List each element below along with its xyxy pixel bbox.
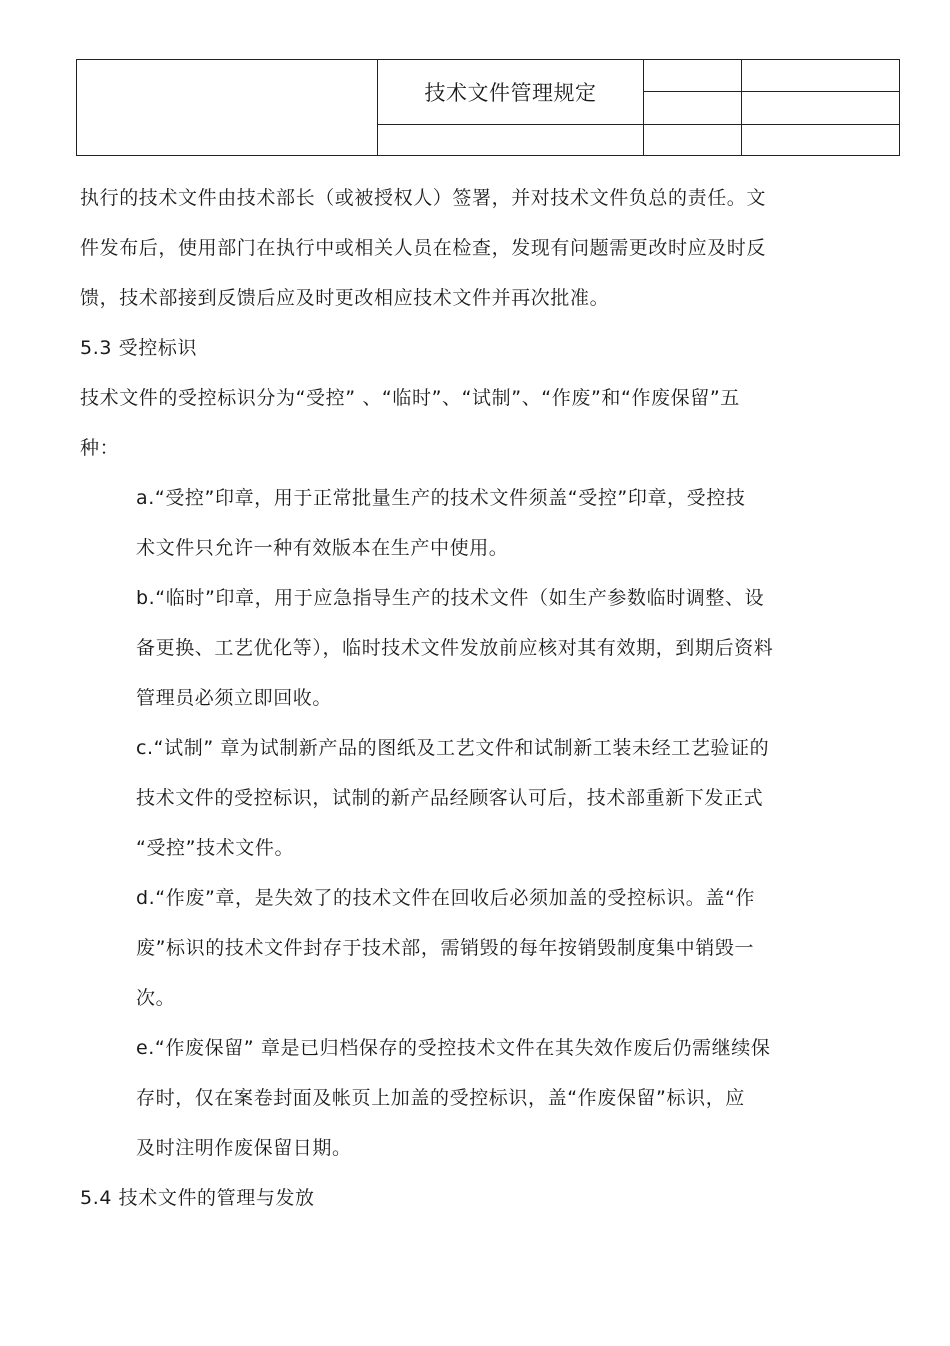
header-field-cell [742,60,900,92]
paragraph-line: 执行的技术文件由技术部长（或被授权人）签署，并对技术文件负总的责任。文 [80,187,767,209]
document-title: 技术文件管理规定 [378,60,644,125]
list-item-line: 管理员必须立即回收。 [136,687,333,709]
header-logo-cell [77,60,378,156]
list-item-line: b.“临时”印章，用于应急指导生产的技术文件（如生产参数临时调整、设 [136,587,765,609]
header-field-cell [742,124,900,155]
list-item-line: 次。 [136,987,176,1009]
section-heading: 5.4 技术文件的管理与发放 [80,1187,315,1209]
section-heading: 5.3 受控标识 [80,337,198,359]
paragraph-line: 件发布后，使用部门在执行中或相关人员在检查，发现有问题需更改时应及时反 [80,237,767,259]
paragraph-line: 种： [80,437,120,459]
paragraph-line: 技术文件的受控标识分为“受控” 、“临时”、“试制”、“作废”和“作废保留”五 [80,387,740,409]
list-item-line: a.“受控”印章，用于正常批量生产的技术文件须盖“受控”印章，受控技 [136,487,746,509]
list-item-line: 废”标识的技术文件封存于技术部，需销毁的每年按销毁制度集中销毁一 [136,937,755,959]
list-item-line: d.“作废”章，是失效了的技术文件在回收后必须加盖的受控标识。盖“作 [136,887,756,909]
paragraph-line: 馈，技术部接到反馈后应及时更改相应技术文件并再次批准。 [80,287,610,309]
list-item-line: e.“作废保留” 章是已归档保存的受控技术文件在其失效作废后仍需继续保 [136,1037,771,1059]
list-item-line: 存时，仅在案卷封面及帐页上加盖的受控标识，盖“作废保留”标识，应 [136,1087,745,1109]
list-item-line: 技术文件的受控标识，试制的新产品经顾客认可后，技术部重新下发正式 [136,787,764,809]
header-field-cell [378,124,644,155]
list-item-line: 备更换、工艺优化等），临时技术文件发放前应核对其有效期，到期后资料 [136,637,774,659]
header-field-cell [644,124,742,155]
header-field-cell [644,60,742,92]
header-field-cell [742,92,900,124]
list-item-line: “受控”技术文件。 [136,837,295,859]
header-table [76,59,900,156]
list-item-line: c.“试制” 章为试制新产品的图纸及工艺文件和试制新工装未经工艺验证的 [136,737,770,759]
list-item-line: 术文件只允许一种有效版本在生产中使用。 [136,537,509,559]
list-item-line: 及时注明作废保留日期。 [136,1137,352,1159]
header-field-cell [644,92,742,124]
